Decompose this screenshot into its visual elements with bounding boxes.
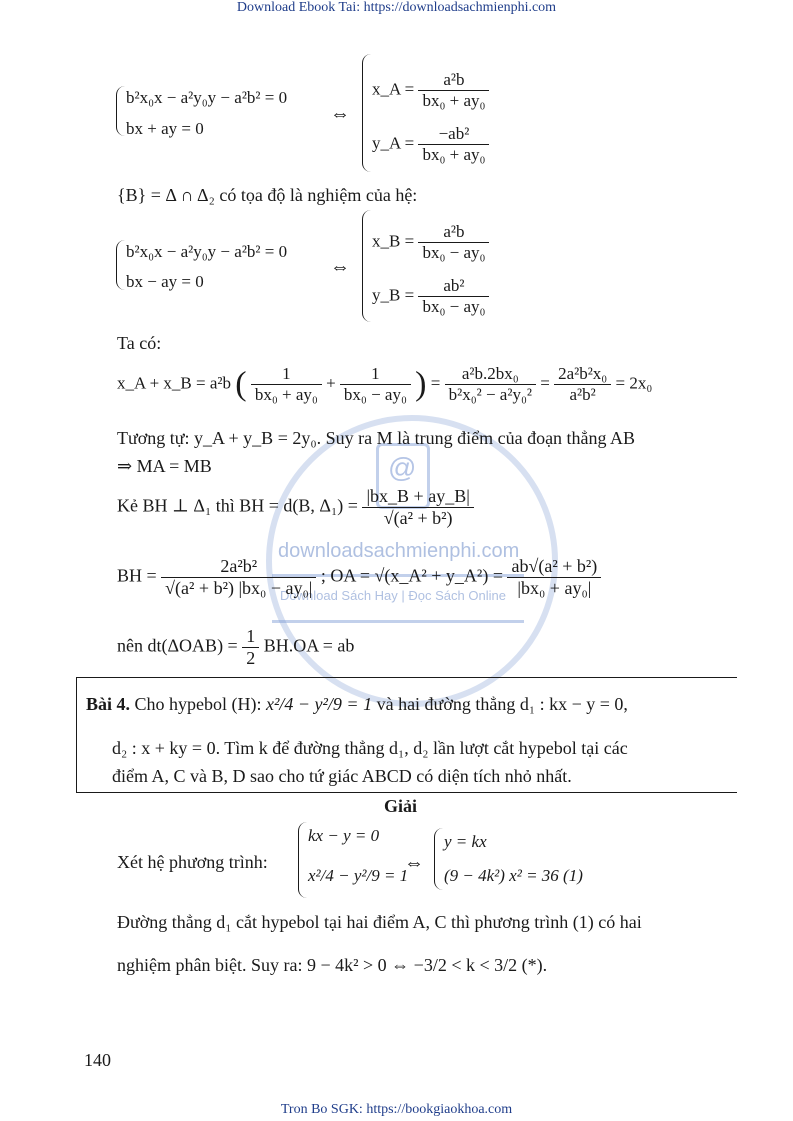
sys2-left-brace	[116, 240, 125, 290]
condition-line2: nghiệm phân biệt. Suy ra: 9 − 4k² > 0 ⇔ −3/2 < k < 3/2 (*).	[117, 955, 548, 975]
sys1-equiv: ⇔	[330, 103, 350, 125]
sys1-xa	[372, 70, 489, 111]
sum-frac1-num: 1	[251, 364, 322, 385]
sum-frac2-num: 1	[340, 364, 411, 385]
sys2-xb	[372, 222, 489, 263]
sys2-xb-den: bx₀ − ay₀	[422, 243, 486, 262]
problem-line2: d₂ : x + ky = 0. Tìm k để đường thẳng d₁, d₂ lần lượt cắt hypebol tại các	[112, 738, 628, 758]
ta-co-text: Ta có:	[117, 333, 162, 353]
giai-heading: Giải	[384, 796, 418, 816]
sys2-yb-lhs: y_B =	[372, 285, 415, 305]
sys1-eq1: b²x₀x − a²y₀y − a²b² = 0	[126, 88, 288, 107]
sys1-ya	[372, 124, 489, 165]
sys1-xa-lhs: x_A =	[372, 79, 415, 99]
sys2-xb-num: a²b	[418, 222, 489, 243]
watermark-tagline: Download Sách Hay | Đọc Sách Online	[280, 588, 506, 603]
problem-line1a: Cho hypebol (H):	[134, 694, 262, 714]
sys2-equiv: ⇔	[330, 256, 350, 278]
watermark-site: downloadsachmienphi.com	[278, 540, 520, 562]
area-half-den: 2	[246, 648, 256, 668]
sum-frac1	[251, 364, 322, 405]
sum-frac2-den: bx₀ − ay₀	[343, 385, 407, 404]
problem-label: Bài 4.	[86, 694, 131, 714]
sys3-r2: (9 − 4k²) x² = 36 (1)	[444, 866, 583, 885]
bh-den: √(a² + b²) |bx₀ − ay₀|	[165, 578, 313, 598]
oa-frac	[507, 556, 601, 599]
sum-frac2	[340, 364, 411, 405]
sys3-equiv: ⇔	[404, 852, 424, 874]
bh-definition	[117, 486, 474, 529]
sum-frac4-num: 2a²b²x₀	[554, 364, 611, 385]
sys2-yb-num: ab²	[418, 276, 489, 297]
sum-rhs: = 2x₀	[615, 373, 653, 393]
ma-mb-text: ⇒ MA = MB	[117, 456, 212, 476]
sum-frac1-den: bx₀ + ay₀	[254, 385, 318, 404]
sys2-yb-frac	[418, 276, 489, 317]
sys3-right-brace	[434, 828, 443, 890]
sys1-xa-num: a²b	[418, 70, 489, 91]
area-rhs: BH.OA = ab	[263, 635, 355, 656]
problem-h-equation: x²/4 − y²/9 = 1	[266, 694, 373, 714]
sys2-xb-lhs: x_B =	[372, 231, 415, 251]
sys1-eq2: bx + ay = 0	[126, 119, 204, 138]
bh-def-lhs: Kẻ BH ⊥ Δ₁ thì BH = d(B, Δ₁) =	[117, 495, 358, 516]
sys1-ya-num: −ab²	[418, 124, 489, 145]
sum-close-paren: )	[415, 365, 427, 403]
sys1-xa-den: bx₀ + ay₀	[422, 91, 486, 110]
sys2-yb-den: bx₀ − ay₀	[422, 297, 486, 316]
sys3-eq1: kx − y = 0	[308, 826, 380, 845]
sys1-xa-frac	[418, 70, 489, 111]
area-equation	[117, 626, 354, 669]
area-half-num: 1	[242, 626, 259, 648]
sum-frac3-den: b²x₀² − a²y₀²	[448, 385, 532, 404]
sum-frac4-den: a²b²	[569, 385, 596, 404]
tuong-tu-text: Tương tự: y_A + y_B = 2y₀. Suy ra M là trung điểm của đoạn thẳng AB	[117, 428, 636, 448]
sys2-right-brace	[362, 210, 371, 322]
sys1-ya-lhs: y_A =	[372, 133, 415, 153]
b-intersection-text: {B} = Δ ∩ Δ₂ có tọa độ là nghiệm của hệ:	[117, 185, 418, 205]
sys2-xb-frac	[418, 222, 489, 263]
problem-line3: điểm A, C và B, D sao cho tứ giác ABCD có diện tích nhỏ nhất.	[112, 766, 572, 786]
page-number: 140	[84, 1050, 111, 1070]
sys2-yb	[372, 276, 489, 317]
bh-lhs: BH =	[117, 565, 157, 586]
sys1-ya-frac	[418, 124, 489, 165]
sum-eq: =	[430, 373, 441, 393]
footer-sgk-link[interactable]: Tron Bo SGK: https://bookgiaokhoa.com	[280, 1102, 513, 1117]
watermark-at-icon: @	[388, 452, 417, 483]
sum-frac3	[445, 364, 536, 405]
sum-plus: +	[326, 373, 336, 393]
bh-def-num: |bx_B + ay_B|	[362, 486, 473, 508]
bh-frac	[161, 556, 316, 599]
sum-frac3-num: a²b.2bx₀	[445, 364, 536, 385]
sys3-label: Xét hệ phương trình:	[117, 852, 268, 872]
condition-line1: Đường thẳng d₁ cắt hypebol tại hai điểm A, C thì phương trình (1) có hai	[117, 912, 642, 932]
oa-num: ab√(a² + b²)	[507, 556, 601, 578]
problem-line1b: và hai đường thẳng d₁ : kx − y = 0,	[376, 694, 628, 714]
sum-eq2: =	[540, 373, 550, 393]
sys2-eq2: bx − ay = 0	[126, 272, 204, 291]
header-download-link[interactable]: Download Ebook Tai: https://downloadsachmienphi.com	[236, 0, 557, 15]
sys2-eq1: b²x₀x − a²y₀y − a²b² = 0	[126, 242, 288, 261]
oa-den: |bx₀ + ay₀|	[517, 578, 592, 598]
sys1-left-brace	[116, 86, 125, 136]
area-half	[242, 626, 259, 669]
sum-frac4	[554, 364, 611, 405]
bh-num: 2a²b²	[161, 556, 316, 578]
bh-def-den: √(a² + b²)	[383, 508, 453, 528]
sys3-r1: y = kx	[444, 832, 487, 851]
sum-lhs: x_A + x_B = a²b	[117, 373, 231, 393]
sum-open-paren: (	[235, 365, 247, 403]
problem-line1	[86, 694, 628, 715]
sum-equation	[117, 364, 652, 405]
sys3-eq2: x²/4 − y²/9 = 1	[308, 866, 409, 885]
sys3-left-brace	[298, 822, 307, 898]
sys1-ya-den: bx₀ + ay₀	[422, 145, 486, 164]
watermark-rule-bottom	[272, 620, 524, 623]
area-lhs: nên dt(ΔOAB) =	[117, 635, 238, 656]
bh-oa-equation	[117, 556, 601, 599]
oa-sep: ; OA = √(x_A² + y_A²) =	[320, 565, 503, 586]
sys1-right-brace	[362, 54, 371, 172]
bh-def-frac	[362, 486, 473, 529]
